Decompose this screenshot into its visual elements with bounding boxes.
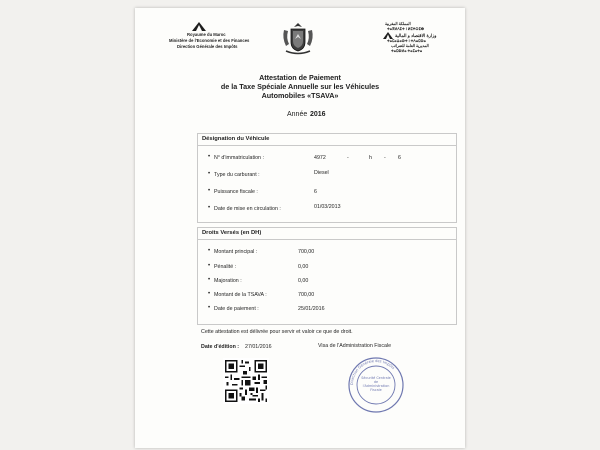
tsava-amount-label: Montant de la TSAVA : bbox=[214, 292, 267, 298]
bullet-icon: • bbox=[208, 263, 211, 269]
ministry-logo-right bbox=[383, 32, 393, 39]
principal-label: Montant principal : bbox=[214, 249, 258, 255]
power-label: Puissance fiscale : bbox=[214, 189, 258, 195]
surcharge-value: 0,00 bbox=[298, 278, 309, 284]
penalty-label: Pénalité : bbox=[214, 264, 237, 270]
bullet-icon: • bbox=[208, 305, 211, 311]
header-right-line6: ⵜⴰⵎⵀⵍⴰ ⵜⴰⵎⴰⵜⴰ bbox=[391, 49, 423, 53]
ministry-logo-left bbox=[192, 22, 206, 31]
payment-row-tsava-amount bbox=[198, 292, 456, 300]
vehicle-section-title: Désignation du Véhicule bbox=[202, 136, 270, 142]
year-value: 2016 bbox=[310, 111, 326, 118]
qr-code bbox=[223, 358, 269, 404]
coat-of-arms-emblem bbox=[280, 22, 316, 56]
attestation-document bbox=[135, 8, 465, 448]
bullet-icon: • bbox=[208, 205, 211, 211]
vehicle-section bbox=[197, 133, 457, 223]
vehicle-row-fuel bbox=[198, 172, 456, 180]
visa-label: Visa de l'Administration Fiscale bbox=[318, 343, 392, 349]
title-line-3: Automobiles «TSAVA» bbox=[261, 91, 339, 100]
immat-region: 6 bbox=[398, 155, 401, 161]
payment-row-penalty bbox=[198, 264, 456, 272]
header-ministry: Ministère de l'Economie et des Finances bbox=[169, 38, 250, 43]
penalty-value: 0,00 bbox=[298, 264, 309, 270]
bullet-icon: • bbox=[208, 171, 211, 177]
immat-separator-1: - bbox=[347, 155, 349, 161]
surcharge-label: Majoration : bbox=[214, 278, 242, 284]
payment-row-surcharge bbox=[198, 278, 456, 286]
payments-section-header bbox=[198, 228, 456, 240]
vehicle-row-immatriculation bbox=[198, 155, 456, 163]
tsava-amount-value: 700,00 bbox=[298, 292, 315, 298]
year-label: Année bbox=[287, 111, 308, 118]
bullet-icon: • bbox=[208, 188, 211, 194]
header-right-line2: ⵜⴰⴳⵍⴷⵉⵜ ⵏ ⵍⵎⵖⵔⵉⴱ bbox=[387, 27, 425, 31]
header-kingdom: Royaume du Maroc bbox=[187, 32, 226, 37]
bullet-icon: • bbox=[208, 154, 211, 160]
payment-date-value: 25/01/2016 bbox=[298, 306, 325, 312]
validity-statement: Cette attestation est délivrée pour servir et valoir ce que de droit. bbox=[201, 329, 353, 335]
edition-date-label: Date d'édition : bbox=[201, 344, 240, 350]
payment-row-principal bbox=[198, 249, 456, 257]
circulation-date-value: 01/03/2013 bbox=[314, 204, 341, 210]
payment-row-payment-date bbox=[198, 306, 456, 314]
vehicle-row-power bbox=[198, 189, 456, 197]
edition-date-value: 27/01/2016 bbox=[245, 344, 272, 350]
header-right-line4: ⵜⴰⵎⴰⵡⴰⵙⵜ ⵏ ⵜⴷⴰⵎⵙⴰ bbox=[387, 39, 426, 43]
fuel-value: Diesel bbox=[314, 170, 329, 176]
seal-outer-text: Direction Générale des Impôts bbox=[349, 358, 396, 386]
bullet-icon: • bbox=[208, 291, 211, 297]
power-value: 6 bbox=[314, 189, 317, 195]
principal-value: 700,00 bbox=[298, 249, 315, 255]
immat-letter: h bbox=[369, 155, 372, 161]
official-stamp-seal bbox=[347, 356, 405, 414]
fuel-label: Type du carburant : bbox=[214, 172, 260, 178]
header-right-line3: وزارة الاقتصاد و المالية bbox=[395, 33, 437, 38]
immat-label: N° d'immatriculation : bbox=[214, 155, 264, 161]
payments-section bbox=[197, 227, 457, 325]
title-line-2: de la Taxe Spéciale Annuelle sur les Véhicules bbox=[220, 82, 380, 91]
immat-number: 4972 bbox=[314, 155, 326, 161]
header-right-line1: المملكة المغربية bbox=[385, 22, 411, 26]
header-direction: Direction Générale des Impôts bbox=[177, 44, 238, 49]
header-right-line5: المديرية العامة للضرائب bbox=[391, 44, 429, 48]
circulation-date-label: Date de mise en circulation : bbox=[214, 206, 281, 212]
seal-inner-text: Sécurité Centrale de l'Administration Fiscale bbox=[361, 376, 391, 392]
immat-separator-2: - bbox=[384, 155, 386, 161]
bullet-icon: • bbox=[208, 277, 211, 283]
payment-date-label: Date de paiement : bbox=[214, 306, 259, 312]
title-line-1: Attestation de Paiement bbox=[259, 73, 341, 82]
bullet-icon: • bbox=[208, 248, 211, 254]
vehicle-row-circulation-date bbox=[198, 206, 456, 214]
vehicle-section-header bbox=[198, 134, 456, 146]
payments-section-title: Droits Versés (en DH) bbox=[202, 230, 262, 236]
